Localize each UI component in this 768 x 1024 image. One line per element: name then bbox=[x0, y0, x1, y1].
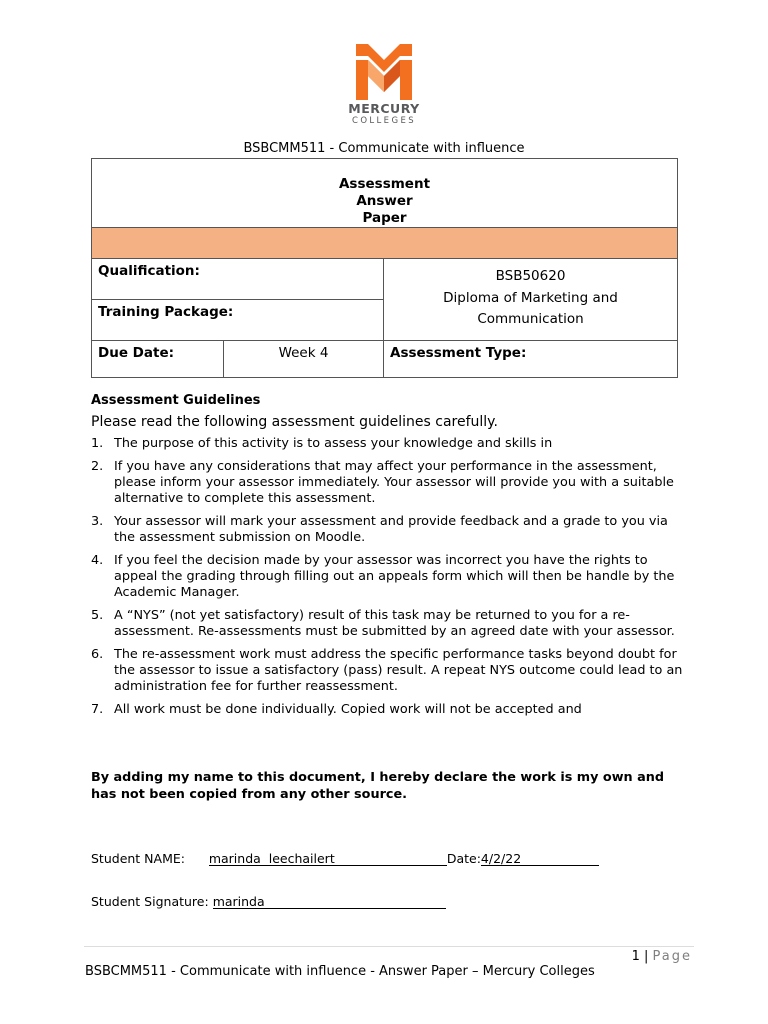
date-label: Date: bbox=[446, 851, 481, 866]
list-item: 2. If you have any considerations that may affect your performance in the assessment, please inform your assessor immediately. Your assessor will provide you with a suitable alternative to complete this assessment. bbox=[91, 459, 674, 506]
due-date-label: Due Date: bbox=[92, 341, 224, 378]
qualification-label: Qualification: bbox=[92, 259, 384, 300]
qualification-name-line2: Communication bbox=[477, 311, 584, 327]
list-item: 5. A “NYS” (not yet satisfactory) result of this task may be returned to you for a re-assessment. Re-assessments must be submitted by an agreed date with your assessor. bbox=[91, 608, 675, 639]
assessment-header-table bbox=[91, 158, 678, 378]
student-name-field[interactable]: marinda leechailert bbox=[209, 851, 447, 866]
guidelines-intro: Please read the following assessment guidelines carefully. bbox=[91, 414, 498, 430]
footer-divider bbox=[84, 946, 694, 947]
title-line-3: Paper bbox=[362, 210, 407, 226]
list-item: 4. If you feel the decision made by your assessor was incorrect you have the rights to appeal the grading through filling out an appeals form which will then be handle by the Academic Manager. bbox=[91, 553, 675, 600]
list-item: 3. Your assessor will mark your assessment and provide feedback and a grade to you via the assessment submission on Moodle. bbox=[91, 514, 668, 545]
student-name-row bbox=[91, 851, 599, 866]
list-item: 1. The purpose of this activity is to assess your knowledge and skills in bbox=[91, 436, 553, 451]
assessment-type-label: Assessment Type: bbox=[384, 341, 678, 378]
date-field[interactable]: 4/2/22 bbox=[481, 851, 599, 866]
footer-text: BSBCMM511 - Communicate with influence - Answer Paper – Mercury Colleges bbox=[85, 964, 595, 979]
guidelines-list bbox=[91, 436, 691, 718]
guidelines-heading: Assessment Guidelines bbox=[91, 393, 261, 408]
logo-name-line2: COLLEGES bbox=[351, 116, 417, 126]
title-line-2: Answer bbox=[356, 193, 413, 209]
unit-title-header: BSBCMM511 - Communicate with influence bbox=[243, 141, 525, 156]
student-name-label: Student NAME: bbox=[91, 851, 185, 866]
assessment-guidelines bbox=[91, 393, 691, 725]
list-item: 7. All work must be done individually. Copied work will not be accepted and bbox=[91, 702, 582, 717]
mercury-m-icon bbox=[354, 42, 414, 100]
qualification-value bbox=[384, 259, 678, 341]
qualification-code: BSB50620 bbox=[495, 268, 566, 284]
document-title bbox=[92, 159, 678, 228]
page-number: 1 | Page bbox=[631, 949, 692, 964]
title-line-1: Assessment bbox=[338, 176, 431, 192]
logo-name-line1: MERCURY bbox=[348, 101, 420, 116]
mercury-colleges-logo bbox=[341, 42, 427, 126]
signature-label: Student Signature: bbox=[91, 894, 209, 909]
declaration-text: By adding my name to this document, I hereby declare the work is my own and has not been copied from any other source. bbox=[91, 770, 664, 802]
list-item: 6. The re-assessment work must address the specific performance tasks beyond doubt for the assessor to issue a satisfactory (pass) result. A repeat NYS outcome could lead to an administration fee for further reassessment. bbox=[91, 647, 683, 694]
student-signature-row bbox=[91, 894, 446, 909]
signature-field[interactable]: marinda bbox=[213, 894, 446, 909]
due-date-value: Week 4 bbox=[224, 341, 384, 378]
qualification-name-line1: Diploma of Marketing and bbox=[443, 289, 618, 306]
orange-band bbox=[92, 228, 678, 259]
training-package-label: Training Package: bbox=[92, 300, 384, 341]
